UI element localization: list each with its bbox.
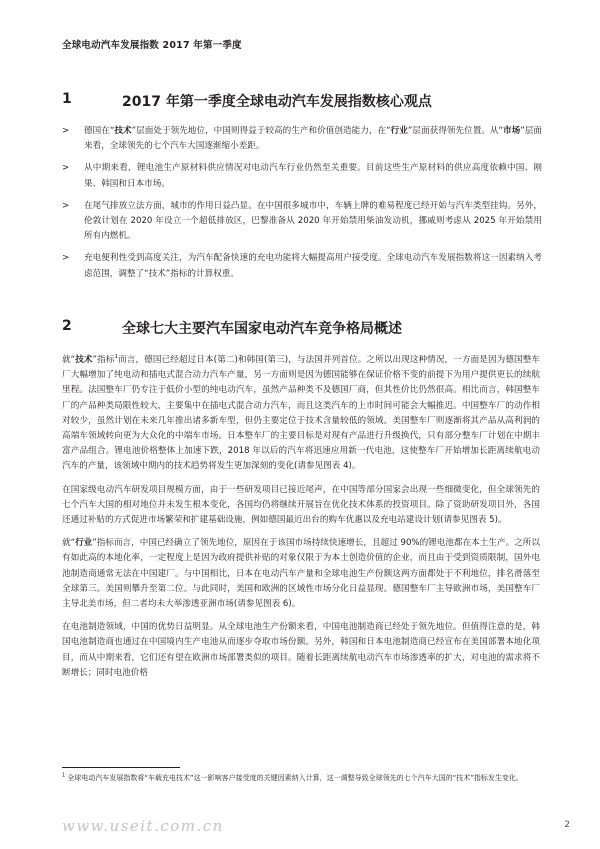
bold-term: 技术	[75, 355, 93, 365]
paragraph-technology: 就“技术”指标$^1$而言，德国已经超过日本(第二)和韩国(第三)，与法国并列首位。之所以出现这种情况，一方面是因为德国整车厂大幅增加了纯电动和插电式混合动力汽车产量，另一方面则是因为德国能够在保证价格不变的前提下为用户提供更长的续航里程。法国整车厂仍专注于低价小型的纯电动汽车，虽然产品种类不及德国厂商，但其性价比仍然很高。相比而言，韩国整车厂的产品种类局限性较大，主要集中在插电式混合动力汽车，而且这类汽车的上市时间可能会大幅推迟。中国整车厂的动作相对较少，虽然计划在未来几年推出诸多新车型，但仍主要定位于技术含量较低的领域。美国整车厂则逐渐将其产品从高利润的高端车领域转向更为大众化的中端车市场。日本整车厂的主要目标是对现有产品进行升级换代，只有部分整车厂计划在中期丰富产品组合。锂电池价格整体上加速下跌，2018 年以后的汽车将迅速应用新一代电池，这使整车厂开始增加长距离续航电动汽车的产量，该领域中期内的技术趋势将发生更加深刻的变化(请参见图表 4)。	[62, 354, 540, 472]
bold-term: 行业	[75, 538, 93, 549]
paragraph-battery: 在电池制造领域，中国的优势日益明显。从全球电池生产份额来看，中国电池制造商已经处于领先地位。但值得注意的是，韩国电池制造商也通过在中国境内生产电池从而逐步夺取市场份额。另外，韩国和日本电池制造商已经宣布在美国部署本地化项目，而从中期来看，它们还有望在欧洲市场部署类似的项目。随着长距离续航电动汽车市场渗透率的扩大，对电池的需求将不断增长；同时电池价格	[62, 622, 540, 678]
list-item: > 从中期来看，锂电池生产原材料供应情况对电动汽车行业仍然至关重要。目前这些生产原材料的供应高度依赖中国、刚果、韩国和日本市场。	[62, 163, 542, 189]
running-header: 全球电动汽车发展指数 2017 年第一季度	[62, 40, 242, 51]
list-item: > 在尾气排放立法方面，城市的作用日益凸显。在中国很多城市中，车辆上牌的难易程度已经开始与汽车类型挂钩。另外，伦敦计划在 2020 年设立一个超低排放区，巴黎准备从 2020 年开始禁用柴油发动机，挪威则考虑从 2025 年开始禁用所有内燃机。	[62, 200, 542, 242]
bold-term: 技术	[114, 126, 132, 136]
footnote	[62, 772, 538, 784]
key-findings-list	[62, 124, 542, 289]
section-2-number: 2	[62, 318, 72, 334]
page-number: 2	[564, 820, 570, 830]
paragraph-industry: 就“行业”指标而言，中国已经确立了领先地位，原因在于该国市场持续快速增长，且超过 90%的锂电池都在本土生产。之所以有如此高的本地化率，一定程度上是因为政府提供补贴的对象仅限于为本土创造价值的企业，而且由于受到资质限制，国外电池制造商通常无法在中国建厂。与中国相比，日本在电动汽车产量和全球电池生产份额这两方面都处于不利地位，排名滑落至全球第三。美国则攀升至第二位。与此同时，美国和欧洲的区域性市场分化日益显现。德国整车厂主导欧洲市场，美国整车厂主导北美市场，但二者均未大举渗透亚洲市场(请参见图表 6)。	[62, 538, 540, 610]
bullet-marker: >	[62, 200, 70, 211]
section-2-body	[62, 353, 540, 689]
footnote-text: 全球电动汽车发展指数将“车载充电技术”这一影响客户接受度的关键因素纳入计算，这一调整导致全球领先的七个汽车大国的“技术”指标发生变化。	[67, 774, 523, 782]
bullet-marker: >	[62, 253, 70, 264]
bullet-marker: >	[62, 163, 70, 174]
section-1-title: 2017 年第一季度全球电动汽车发展指数核心观点	[122, 94, 432, 110]
watermark: www.useit.com.cn	[62, 817, 224, 835]
footnote-reference[interactable]: 1	[114, 354, 119, 361]
list-item: > 充电便利性受到高度关注，为汽车配备快速的充电功能将大幅提高用户接受度。全球电动汽车发展指数将这一因素纳入考虑范围，调整了“技术”指标的计算权重。	[62, 253, 542, 279]
paragraph-rnd: 在国家级电动汽车研发项目规模方面，由于一些研发项目已接近尾声，在中国等部分国家会出现一些细微变化，但全球领先的七个汽车大国的相对地位并未发生根本变化，各国均仍将继续开展旨在优化技术体系的投资项目。除了资助研发项目外，各国还通过补贴的方式促进市场繁荣和扩建基础设施，例如德国最近出台的购车优惠以及充电站建设计划(请参见图表 5)。	[62, 484, 540, 526]
list-item: > 德国在“技术”层面处于领先地位，中国则得益于较高的生产和价值创造能力，在“行业”层面获得领先位置。从“市场”层面来看，全球领先的七个汽车大国逐渐缩小差距。	[62, 126, 542, 152]
section-2-title: 全球七大主要汽车国家电动汽车竞争格局概述	[122, 321, 402, 337]
bold-term: 市场	[503, 126, 521, 136]
footnote-divider	[62, 767, 180, 768]
bullet-marker: >	[62, 126, 70, 136]
footnote-number: 1	[62, 772, 66, 779]
bold-term: 行业	[390, 126, 408, 136]
section-1-number: 1	[62, 91, 72, 107]
